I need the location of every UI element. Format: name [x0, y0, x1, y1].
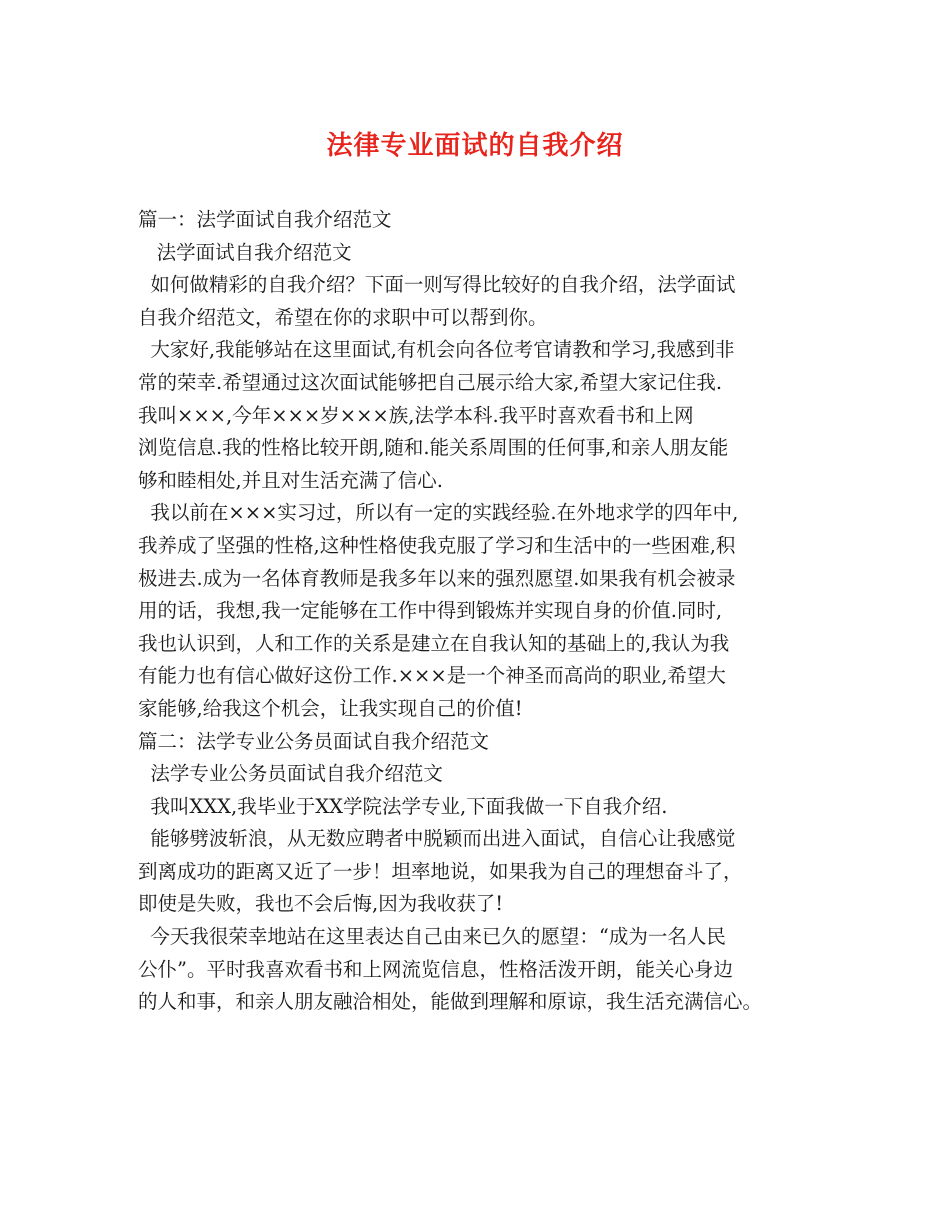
text-line: 法学专业公务员面试自我介绍范文 — [138, 762, 443, 786]
text-line: 够和睦相处,并且对生活充满了信心. — [138, 468, 443, 492]
text-line: 法学面试自我介绍范文 — [138, 240, 352, 264]
text-line: 常的荣幸.希望通过这次面试能够把自己展示给大家,希望大家记住我. — [138, 370, 723, 394]
text-line: 大家好,我能够站在这里面试,有机会向各位考官请教和学习,我感到非 — [138, 338, 735, 362]
text-line: 有能力也有信心做好这份工作.×××是一个神圣而高尚的职业,希望大 — [138, 664, 726, 688]
text-line: 今天我很荣幸地站在这里表达自己由来已久的愿望：“成为一名人民 — [138, 925, 726, 949]
text-line: 我也认识到，人和工作的关系是建立在自我认知的基础上的,我认为我 — [138, 631, 730, 655]
document-body — [138, 204, 838, 1019]
text-line: 能够劈波斩浪，从无数应聘者中脱颖而出进入面试，自信心让我感觉 — [138, 827, 736, 851]
text-line: 极进去.成为一名体育教师是我多年以来的强烈愿望.如果我有机会被录 — [138, 566, 736, 590]
text-line: 的人和事，和亲人朋友融洽相处，能做到理解和原谅，我生活充满信心。 — [138, 990, 763, 1014]
text-line: 公仆”。平时我喜欢看书和上网流览信息，性格活泼开朗，能关心身边 — [138, 957, 733, 981]
text-line: 如何做精彩的自我介绍？下面一则写得比较好的自我介绍，法学面试 — [138, 273, 736, 297]
text-line: 即使是失败，我也不会后悔,因为我收获了! — [138, 892, 504, 916]
text-line: 我叫XXX,我毕业于XX学院法学专业,下面我做一下自我介绍. — [138, 794, 668, 818]
text-line: 我养成了坚强的性格,这种性格使我克服了学习和生活中的一些困难,积 — [138, 533, 736, 557]
document-title: 法律专业面试的自我介绍 — [326, 131, 624, 161]
text-line: 自我介绍范文，希望在你的求职中可以帮到你。 — [138, 305, 548, 329]
text-line: 篇二：法学专业公务员面试自我介绍范文 — [138, 729, 490, 753]
text-line: 我以前在×××实习过，所以有一定的实践经验.在外地求学的四年中, — [138, 501, 739, 525]
text-line: 到离成功的距离又近了一步！坦率地说，如果我为自己的理想奋斗了， — [138, 859, 743, 883]
text-line: 篇一：法学面试自我介绍范文 — [138, 208, 392, 231]
text-line: 用的话，我想,我一定能够在工作中得到锻炼并实现自身的价值.同时, — [138, 599, 723, 623]
text-line: 浏览信息.我的性格比较开朗,随和.能关系周围的任何事,和亲人朋友能 — [138, 436, 729, 460]
text-line: 我叫×××,今年×××岁×××族,法学本科.我平时喜欢看书和上网 — [138, 403, 694, 427]
text-line: 家能够,给我这个机会，让我实现自己的价值! — [138, 696, 523, 720]
